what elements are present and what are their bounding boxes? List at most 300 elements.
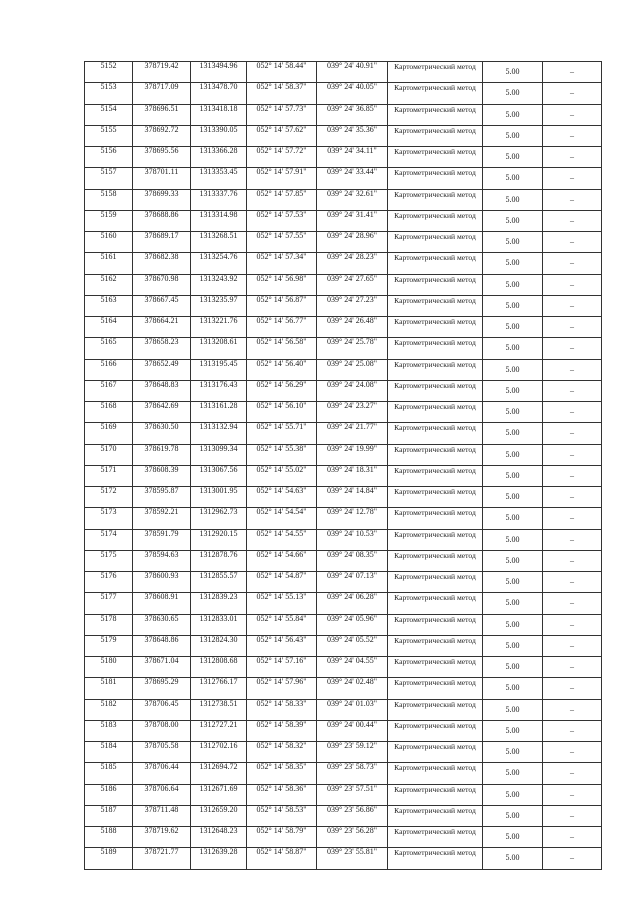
x-coordinate-cell: 378667.45 <box>133 295 191 316</box>
longitude-cell: 039° 24' 05.52" <box>317 635 388 656</box>
note-cell: – <box>543 338 602 359</box>
longitude-cell: 039° 24' 33.44" <box>317 168 388 189</box>
method-cell: Картометрический метод <box>388 593 483 614</box>
method-cell: Картометрический метод <box>388 827 483 848</box>
point-number-cell: 5166 <box>85 359 133 380</box>
longitude-cell: 039° 24' 27.65" <box>317 274 388 295</box>
point-number-cell: 5179 <box>85 635 133 656</box>
x-coordinate-cell: 378706.44 <box>133 763 191 784</box>
table-row <box>85 572 602 593</box>
table-row <box>85 720 602 741</box>
latitude-cell: 052° 14' 58.37" <box>247 83 317 104</box>
x-coordinate-cell: 378670.98 <box>133 274 191 295</box>
point-number-cell: 5185 <box>85 763 133 784</box>
y-coordinate-cell: 1313235.97 <box>191 295 247 316</box>
longitude-cell: 039° 23' 57.51" <box>317 784 388 805</box>
point-number-cell: 5182 <box>85 699 133 720</box>
table-row <box>85 784 602 805</box>
longitude-cell: 039° 23' 55.81" <box>317 848 388 869</box>
x-coordinate-cell: 378692.72 <box>133 125 191 146</box>
point-number-cell: 5173 <box>85 508 133 529</box>
method-cell: Картометрический метод <box>388 465 483 486</box>
point-number-cell: 5188 <box>85 827 133 848</box>
point-number-cell: 5180 <box>85 657 133 678</box>
point-number-cell: 5161 <box>85 253 133 274</box>
accuracy-cell: 5.00 <box>483 232 543 253</box>
x-coordinate-cell: 378696.51 <box>133 104 191 125</box>
longitude-cell: 039° 24' 06.28" <box>317 593 388 614</box>
point-number-cell: 5167 <box>85 380 133 401</box>
note-cell: – <box>543 487 602 508</box>
latitude-cell: 052° 14' 57.72" <box>247 147 317 168</box>
x-coordinate-cell: 378721.77 <box>133 848 191 869</box>
table-row <box>85 465 602 486</box>
latitude-cell: 052° 14' 58.87" <box>247 848 317 869</box>
y-coordinate-cell: 1313390.05 <box>191 125 247 146</box>
y-coordinate-cell: 1313243.92 <box>191 274 247 295</box>
longitude-cell: 039° 24' 28.23" <box>317 253 388 274</box>
note-cell: – <box>543 359 602 380</box>
accuracy-cell: 5.00 <box>483 572 543 593</box>
method-cell: Картометрический метод <box>388 848 483 869</box>
table-row <box>85 529 602 550</box>
note-cell: – <box>543 444 602 465</box>
x-coordinate-cell: 378630.65 <box>133 614 191 635</box>
longitude-cell: 039° 24' 10.53" <box>317 529 388 550</box>
table-row <box>85 359 602 380</box>
longitude-cell: 039° 24' 32.61" <box>317 189 388 210</box>
latitude-cell: 052° 14' 55.71" <box>247 423 317 444</box>
coordinates-table <box>84 61 602 870</box>
latitude-cell: 052° 14' 57.53" <box>247 210 317 231</box>
longitude-cell: 039° 24' 31.41" <box>317 210 388 231</box>
method-cell: Картометрический метод <box>388 210 483 231</box>
longitude-cell: 039° 24' 02.48" <box>317 678 388 699</box>
accuracy-cell: 5.00 <box>483 635 543 656</box>
point-number-cell: 5158 <box>85 189 133 210</box>
note-cell: – <box>543 423 602 444</box>
point-number-cell: 5186 <box>85 784 133 805</box>
table-row <box>85 295 602 316</box>
accuracy-cell: 5.00 <box>483 465 543 486</box>
longitude-cell: 039° 24' 23.27" <box>317 402 388 423</box>
longitude-cell: 039° 24' 25.08" <box>317 359 388 380</box>
table-row <box>85 550 602 571</box>
accuracy-cell: 5.00 <box>483 62 543 83</box>
point-number-cell: 5164 <box>85 317 133 338</box>
table-row <box>85 444 602 465</box>
longitude-cell: 039° 24' 40.05" <box>317 83 388 104</box>
table-row <box>85 402 602 423</box>
method-cell: Картометрический метод <box>388 359 483 380</box>
longitude-cell: 039° 24' 19.99" <box>317 444 388 465</box>
point-number-cell: 5177 <box>85 593 133 614</box>
longitude-cell: 039° 24' 07.13" <box>317 572 388 593</box>
method-cell: Картометрический метод <box>388 529 483 550</box>
note-cell: – <box>543 317 602 338</box>
latitude-cell: 052° 14' 56.77" <box>247 317 317 338</box>
longitude-cell: 039° 24' 05.96" <box>317 614 388 635</box>
longitude-cell: 039° 24' 18.31" <box>317 465 388 486</box>
note-cell: – <box>543 62 602 83</box>
longitude-cell: 039° 24' 14.84" <box>317 487 388 508</box>
table-row <box>85 508 602 529</box>
point-number-cell: 5174 <box>85 529 133 550</box>
latitude-cell: 052° 14' 58.39" <box>247 720 317 741</box>
y-coordinate-cell: 1313221.76 <box>191 317 247 338</box>
y-coordinate-cell: 1312648.23 <box>191 827 247 848</box>
y-coordinate-cell: 1313001.95 <box>191 487 247 508</box>
method-cell: Картометрический метод <box>388 147 483 168</box>
point-number-cell: 5153 <box>85 83 133 104</box>
point-number-cell: 5163 <box>85 295 133 316</box>
x-coordinate-cell: 378705.58 <box>133 742 191 763</box>
accuracy-cell: 5.00 <box>483 338 543 359</box>
latitude-cell: 052° 14' 57.73" <box>247 104 317 125</box>
y-coordinate-cell: 1312702.16 <box>191 742 247 763</box>
note-cell: – <box>543 529 602 550</box>
y-coordinate-cell: 1312833.01 <box>191 614 247 635</box>
note-cell: – <box>543 763 602 784</box>
table-row <box>85 742 602 763</box>
latitude-cell: 052° 14' 57.85" <box>247 189 317 210</box>
y-coordinate-cell: 1312766.17 <box>191 678 247 699</box>
longitude-cell: 039° 24' 35.36" <box>317 125 388 146</box>
table-row <box>85 317 602 338</box>
y-coordinate-cell: 1313099.34 <box>191 444 247 465</box>
table-row <box>85 168 602 189</box>
x-coordinate-cell: 378671.04 <box>133 657 191 678</box>
point-number-cell: 5155 <box>85 125 133 146</box>
note-cell: – <box>543 168 602 189</box>
y-coordinate-cell: 1313195.45 <box>191 359 247 380</box>
accuracy-cell: 5.00 <box>483 147 543 168</box>
longitude-cell: 039° 24' 01.03" <box>317 699 388 720</box>
table-row <box>85 423 602 444</box>
point-number-cell: 5160 <box>85 232 133 253</box>
x-coordinate-cell: 378642.69 <box>133 402 191 423</box>
y-coordinate-cell: 1313208.61 <box>191 338 247 359</box>
note-cell: – <box>543 550 602 571</box>
latitude-cell: 052° 14' 56.10" <box>247 402 317 423</box>
accuracy-cell: 5.00 <box>483 210 543 231</box>
point-number-cell: 5181 <box>85 678 133 699</box>
accuracy-cell: 5.00 <box>483 274 543 295</box>
note-cell: – <box>543 232 602 253</box>
coordinates-table-body <box>85 62 602 870</box>
accuracy-cell: 5.00 <box>483 508 543 529</box>
method-cell: Картометрический метод <box>388 444 483 465</box>
method-cell: Картометрический метод <box>388 784 483 805</box>
latitude-cell: 052° 14' 58.32" <box>247 742 317 763</box>
x-coordinate-cell: 378664.21 <box>133 317 191 338</box>
note-cell: – <box>543 848 602 869</box>
table-row <box>85 593 602 614</box>
y-coordinate-cell: 1312920.15 <box>191 529 247 550</box>
y-coordinate-cell: 1313366.28 <box>191 147 247 168</box>
latitude-cell: 052° 14' 57.62" <box>247 125 317 146</box>
point-number-cell: 5184 <box>85 742 133 763</box>
x-coordinate-cell: 378608.91 <box>133 593 191 614</box>
note-cell: – <box>543 614 602 635</box>
latitude-cell: 052° 14' 57.34" <box>247 253 317 274</box>
x-coordinate-cell: 378689.17 <box>133 232 191 253</box>
y-coordinate-cell: 1312839.23 <box>191 593 247 614</box>
latitude-cell: 052° 14' 54.66" <box>247 550 317 571</box>
x-coordinate-cell: 378652.49 <box>133 359 191 380</box>
latitude-cell: 052° 14' 58.33" <box>247 699 317 720</box>
accuracy-cell: 5.00 <box>483 359 543 380</box>
method-cell: Картометрический метод <box>388 635 483 656</box>
y-coordinate-cell: 1313418.18 <box>191 104 247 125</box>
note-cell: – <box>543 720 602 741</box>
y-coordinate-cell: 1313132.94 <box>191 423 247 444</box>
x-coordinate-cell: 378688.86 <box>133 210 191 231</box>
y-coordinate-cell: 1312808.68 <box>191 657 247 678</box>
y-coordinate-cell: 1312738.51 <box>191 699 247 720</box>
table-row <box>85 253 602 274</box>
note-cell: – <box>543 83 602 104</box>
note-cell: – <box>543 125 602 146</box>
method-cell: Картометрический метод <box>388 62 483 83</box>
accuracy-cell: 5.00 <box>483 189 543 210</box>
longitude-cell: 039° 24' 27.23" <box>317 295 388 316</box>
note-cell: – <box>543 657 602 678</box>
accuracy-cell: 5.00 <box>483 317 543 338</box>
point-number-cell: 5169 <box>85 423 133 444</box>
longitude-cell: 039° 23' 56.86" <box>317 805 388 826</box>
method-cell: Картометрический метод <box>388 657 483 678</box>
latitude-cell: 052° 14' 58.36" <box>247 784 317 805</box>
accuracy-cell: 5.00 <box>483 827 543 848</box>
y-coordinate-cell: 1312694.72 <box>191 763 247 784</box>
latitude-cell: 052° 14' 55.13" <box>247 593 317 614</box>
y-coordinate-cell: 1313478.70 <box>191 83 247 104</box>
table-row <box>85 614 602 635</box>
table-row <box>85 678 602 699</box>
accuracy-cell: 5.00 <box>483 657 543 678</box>
method-cell: Картометрический метод <box>388 699 483 720</box>
method-cell: Картометрический метод <box>388 83 483 104</box>
x-coordinate-cell: 378592.21 <box>133 508 191 529</box>
longitude-cell: 039° 24' 26.48" <box>317 317 388 338</box>
x-coordinate-cell: 378619.78 <box>133 444 191 465</box>
latitude-cell: 052° 14' 56.58" <box>247 338 317 359</box>
longitude-cell: 039° 24' 34.11" <box>317 147 388 168</box>
note-cell: – <box>543 274 602 295</box>
table-row <box>85 657 602 678</box>
accuracy-cell: 5.00 <box>483 444 543 465</box>
table-row <box>85 274 602 295</box>
y-coordinate-cell: 1312962.73 <box>191 508 247 529</box>
latitude-cell: 052° 14' 57.16" <box>247 657 317 678</box>
table-row <box>85 805 602 826</box>
x-coordinate-cell: 378719.62 <box>133 827 191 848</box>
method-cell: Картометрический метод <box>388 508 483 529</box>
method-cell: Картометрический метод <box>388 338 483 359</box>
point-number-cell: 5176 <box>85 572 133 593</box>
accuracy-cell: 5.00 <box>483 699 543 720</box>
note-cell: – <box>543 805 602 826</box>
accuracy-cell: 5.00 <box>483 550 543 571</box>
longitude-cell: 039° 24' 36.85" <box>317 104 388 125</box>
table-row <box>85 635 602 656</box>
x-coordinate-cell: 378682.38 <box>133 253 191 274</box>
note-cell: – <box>543 635 602 656</box>
table-row <box>85 763 602 784</box>
x-coordinate-cell: 378695.29 <box>133 678 191 699</box>
y-coordinate-cell: 1313254.76 <box>191 253 247 274</box>
accuracy-cell: 5.00 <box>483 848 543 869</box>
x-coordinate-cell: 378695.56 <box>133 147 191 168</box>
y-coordinate-cell: 1312855.57 <box>191 572 247 593</box>
latitude-cell: 052° 14' 55.38" <box>247 444 317 465</box>
table-row <box>85 62 602 83</box>
note-cell: – <box>543 827 602 848</box>
latitude-cell: 052° 14' 58.79" <box>247 827 317 848</box>
method-cell: Картометрический метод <box>388 402 483 423</box>
accuracy-cell: 5.00 <box>483 593 543 614</box>
longitude-cell: 039° 23' 58.73" <box>317 763 388 784</box>
accuracy-cell: 5.00 <box>483 678 543 699</box>
method-cell: Картометрический метод <box>388 614 483 635</box>
note-cell: – <box>543 147 602 168</box>
x-coordinate-cell: 378706.45 <box>133 699 191 720</box>
x-coordinate-cell: 378711.48 <box>133 805 191 826</box>
x-coordinate-cell: 378648.86 <box>133 635 191 656</box>
y-coordinate-cell: 1313353.45 <box>191 168 247 189</box>
longitude-cell: 039° 24' 12.78" <box>317 508 388 529</box>
table-row <box>85 338 602 359</box>
table-row <box>85 83 602 104</box>
table-row <box>85 487 602 508</box>
note-cell: – <box>543 295 602 316</box>
point-number-cell: 5165 <box>85 338 133 359</box>
latitude-cell: 052° 14' 56.98" <box>247 274 317 295</box>
accuracy-cell: 5.00 <box>483 763 543 784</box>
latitude-cell: 052° 14' 55.84" <box>247 614 317 635</box>
note-cell: – <box>543 699 602 720</box>
y-coordinate-cell: 1313314.98 <box>191 210 247 231</box>
accuracy-cell: 5.00 <box>483 487 543 508</box>
method-cell: Картометрический метод <box>388 720 483 741</box>
note-cell: – <box>543 678 602 699</box>
point-number-cell: 5171 <box>85 465 133 486</box>
table-row <box>85 104 602 125</box>
point-number-cell: 5157 <box>85 168 133 189</box>
latitude-cell: 052° 14' 58.53" <box>247 805 317 826</box>
x-coordinate-cell: 378630.50 <box>133 423 191 444</box>
table-row <box>85 380 602 401</box>
longitude-cell: 039° 24' 25.78" <box>317 338 388 359</box>
method-cell: Картометрический метод <box>388 678 483 699</box>
method-cell: Картометрический метод <box>388 380 483 401</box>
method-cell: Картометрический метод <box>388 168 483 189</box>
accuracy-cell: 5.00 <box>483 253 543 274</box>
point-number-cell: 5175 <box>85 550 133 571</box>
latitude-cell: 052° 14' 54.63" <box>247 487 317 508</box>
longitude-cell: 039° 24' 24.08" <box>317 380 388 401</box>
x-coordinate-cell: 378706.64 <box>133 784 191 805</box>
method-cell: Картометрический метод <box>388 104 483 125</box>
point-number-cell: 5152 <box>85 62 133 83</box>
x-coordinate-cell: 378717.09 <box>133 83 191 104</box>
method-cell: Картометрический метод <box>388 805 483 826</box>
latitude-cell: 052° 14' 58.44" <box>247 62 317 83</box>
latitude-cell: 052° 14' 54.87" <box>247 572 317 593</box>
latitude-cell: 052° 14' 57.91" <box>247 168 317 189</box>
point-number-cell: 5178 <box>85 614 133 635</box>
accuracy-cell: 5.00 <box>483 104 543 125</box>
x-coordinate-cell: 378595.87 <box>133 487 191 508</box>
table-row <box>85 827 602 848</box>
accuracy-cell: 5.00 <box>483 529 543 550</box>
method-cell: Картометрический метод <box>388 274 483 295</box>
accuracy-cell: 5.00 <box>483 380 543 401</box>
x-coordinate-cell: 378699.33 <box>133 189 191 210</box>
latitude-cell: 052° 14' 54.55" <box>247 529 317 550</box>
note-cell: – <box>543 402 602 423</box>
accuracy-cell: 5.00 <box>483 784 543 805</box>
y-coordinate-cell: 1313161.28 <box>191 402 247 423</box>
y-coordinate-cell: 1312659.20 <box>191 805 247 826</box>
accuracy-cell: 5.00 <box>483 295 543 316</box>
method-cell: Картометрический метод <box>388 232 483 253</box>
point-number-cell: 5159 <box>85 210 133 231</box>
y-coordinate-cell: 1312824.30 <box>191 635 247 656</box>
accuracy-cell: 5.00 <box>483 614 543 635</box>
method-cell: Картометрический метод <box>388 763 483 784</box>
point-number-cell: 5187 <box>85 805 133 826</box>
longitude-cell: 039° 24' 08.35" <box>317 550 388 571</box>
longitude-cell: 039° 23' 56.28" <box>317 827 388 848</box>
latitude-cell: 052° 14' 56.43" <box>247 635 317 656</box>
note-cell: – <box>543 189 602 210</box>
note-cell: – <box>543 784 602 805</box>
point-number-cell: 5154 <box>85 104 133 125</box>
latitude-cell: 052° 14' 56.40" <box>247 359 317 380</box>
note-cell: – <box>543 742 602 763</box>
x-coordinate-cell: 378658.23 <box>133 338 191 359</box>
longitude-cell: 039° 23' 59.12" <box>317 742 388 763</box>
latitude-cell: 052° 14' 57.55" <box>247 232 317 253</box>
table-row <box>85 210 602 231</box>
latitude-cell: 052° 14' 56.87" <box>247 295 317 316</box>
table-row <box>85 232 602 253</box>
table-row <box>85 125 602 146</box>
point-number-cell: 5168 <box>85 402 133 423</box>
longitude-cell: 039° 24' 21.77" <box>317 423 388 444</box>
method-cell: Картометрический метод <box>388 295 483 316</box>
point-number-cell: 5170 <box>85 444 133 465</box>
longitude-cell: 039° 24' 40.91" <box>317 62 388 83</box>
table-row <box>85 189 602 210</box>
accuracy-cell: 5.00 <box>483 402 543 423</box>
x-coordinate-cell: 378708.00 <box>133 720 191 741</box>
accuracy-cell: 5.00 <box>483 125 543 146</box>
y-coordinate-cell: 1313337.76 <box>191 189 247 210</box>
note-cell: – <box>543 508 602 529</box>
accuracy-cell: 5.00 <box>483 720 543 741</box>
y-coordinate-cell: 1312727.21 <box>191 720 247 741</box>
note-cell: – <box>543 465 602 486</box>
method-cell: Картометрический метод <box>388 189 483 210</box>
point-number-cell: 5156 <box>85 147 133 168</box>
longitude-cell: 039° 24' 04.55" <box>317 657 388 678</box>
x-coordinate-cell: 378591.79 <box>133 529 191 550</box>
note-cell: – <box>543 380 602 401</box>
note-cell: – <box>543 104 602 125</box>
